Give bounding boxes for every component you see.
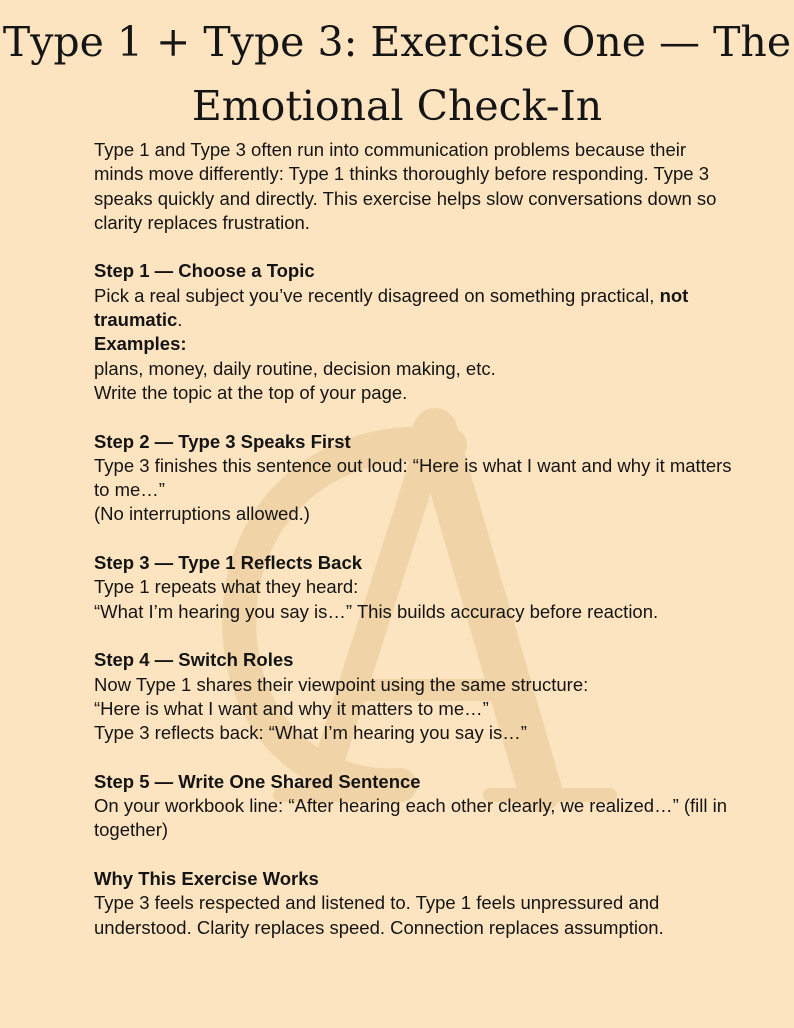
step-2-text: Type 3 finishes this sentence out loud: “Here is what I want and why it matters to me…”: [94, 454, 732, 501]
step-1-examples: plans, money, daily routine, decision making, etc.: [94, 357, 496, 379]
step-1-bold-text: not traumatic: [94, 284, 689, 331]
step-5-text: On your workbook line: “After hearing each other clearly, we realized…” (fill in together): [94, 795, 728, 841]
step-1-examples-label: Examples:: [94, 333, 187, 355]
why-title: Why This Exercise Works: [94, 867, 319, 889]
page-title: [0, 10, 794, 138]
step-4-line-3: Type 3 reflects back: “What I’m hearing you say is…”: [94, 722, 527, 744]
step-3-line-1: Type 1 repeats what they heard:: [94, 576, 359, 598]
step-1-title: Step 1 — Choose a Topic: [94, 260, 315, 282]
step-1-text: Pick a real subject you’ve recently disagreed on something practical, not traumatic.: [94, 284, 689, 331]
step-2-title: Step 2 — Type 3 Speaks First: [94, 430, 351, 452]
step-1-instruction: Write the topic at the top of your page.: [94, 381, 408, 403]
step-4-line-1: Now Type 1 shares their viewpoint using the same structure:: [94, 673, 589, 695]
step-4-line-2: “Here is what I want and why it matters to me…”: [94, 697, 489, 719]
title-line-1: Type 1 + Type 3: Exercise One — The: [2, 18, 792, 66]
exercise-content: [94, 138, 734, 940]
title-line-2: Emotional Check-In: [191, 82, 603, 130]
step-4-title: Step 4 — Switch Roles: [94, 649, 294, 671]
step-3-title: Step 3 — Type 1 Reflects Back: [94, 552, 363, 574]
step-3-line-2: “What I’m hearing you say is…” This builds accuracy before reaction.: [94, 600, 659, 622]
intro-paragraph: Type 1 and Type 3 often run into communication problems because their minds move differently: Type 1 thinks thoroughly before responding. Type 3 speaks quickly and directly. This exercise helps slow conversations down so clarity replaces frustration.: [94, 139, 717, 233]
step-5-title: Step 5 — Write One Shared Sentence: [94, 770, 421, 792]
step-2-note: (No interruptions allowed.): [94, 503, 310, 525]
why-text: Type 3 feels respected and listened to. Type 1 feels unpressured and understood. Clarity replaces speed. Connection replaces assumption.: [94, 892, 664, 938]
